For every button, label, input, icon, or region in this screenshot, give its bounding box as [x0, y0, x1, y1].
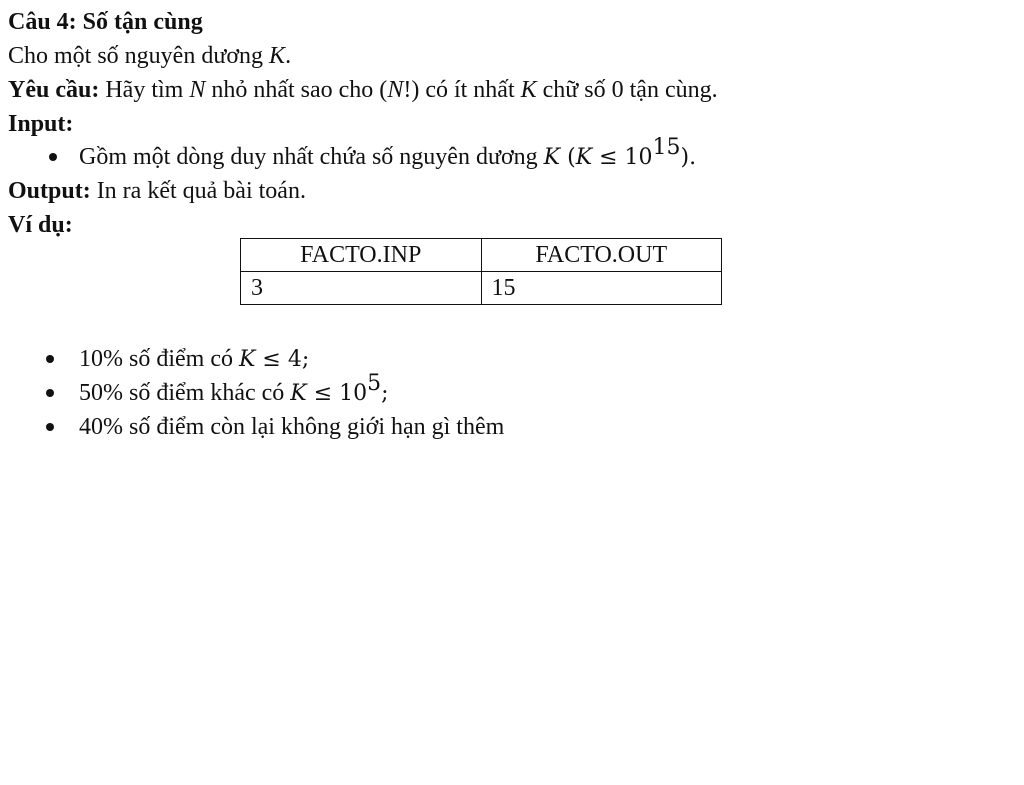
subtask-end: ; — [381, 381, 389, 406]
intro-text: Cho một số nguyên dương — [8, 43, 270, 69]
input-var-k: K — [543, 145, 561, 170]
requirement-text-4: chữ số 0 tận cùng. — [536, 77, 718, 103]
output-text: In ra kết quả bài toán. — [90, 178, 306, 204]
input-bullet-item — [79, 135, 697, 170]
table-cell-inp: 3 — [241, 272, 482, 305]
problem-intro — [8, 44, 291, 68]
input-var-k2: K — [575, 145, 593, 170]
input-relation: ≤ 10 — [592, 145, 653, 170]
requirement-text-2: nhỏ nhất sao cho ( — [205, 77, 388, 103]
subtask-item — [79, 415, 504, 439]
requirement-var-n: N — [189, 77, 206, 103]
table-row — [241, 272, 722, 305]
bullet-icon — [49, 153, 57, 161]
subtask-text: 40% số điểm còn lại không giới hạn gì thêm — [79, 414, 505, 440]
bullet-icon — [46, 389, 54, 397]
requirement-var-k: K — [520, 77, 537, 103]
bullet-icon — [46, 355, 54, 363]
output-label: Output: — [8, 178, 91, 204]
subtask-item — [79, 371, 389, 406]
subtask-relation: ≤ 10 — [306, 381, 368, 406]
subtask-var-k: K — [290, 381, 307, 406]
problem-title: Câu 4: Số tận cùng — [8, 9, 203, 35]
subtask-exponent: 5 — [367, 371, 382, 396]
subtask-text: 50% số điểm khác có — [79, 380, 291, 406]
bullet-icon — [46, 423, 54, 431]
requirement-text-1: Hãy tìm — [99, 77, 190, 103]
input-bullet-text: Gồm một dòng duy nhất chứa số nguyên dương — [79, 144, 544, 170]
input-paren-open: ( — [560, 145, 576, 170]
input-paren-close: ). — [680, 145, 697, 170]
intro-end: . — [285, 43, 292, 69]
subtask-var-k: K — [238, 347, 256, 372]
example-label: Ví dụ: — [8, 212, 73, 238]
example-table — [240, 238, 722, 305]
subtask-text: 10% số điểm có — [79, 346, 239, 372]
table-cell-out: 15 — [481, 272, 722, 305]
intro-var-k: K — [269, 43, 286, 69]
subtask-relation: ≤ 4 — [255, 347, 302, 372]
subtask-item — [79, 347, 309, 371]
table-header-inp: FACTO.INP — [241, 239, 482, 272]
output-line — [8, 179, 306, 203]
requirement-var-n2: N — [387, 77, 404, 103]
requirement-text-3: !) có ít nhất — [403, 77, 521, 103]
table-header-out: FACTO.OUT — [481, 239, 722, 272]
requirement-line — [8, 78, 718, 102]
subtask-end: ; — [301, 347, 310, 372]
requirement-label: Yêu cầu: — [8, 77, 100, 103]
input-exponent: 15 — [652, 135, 681, 160]
input-label: Input: — [8, 111, 74, 137]
table-header-row — [241, 239, 722, 272]
